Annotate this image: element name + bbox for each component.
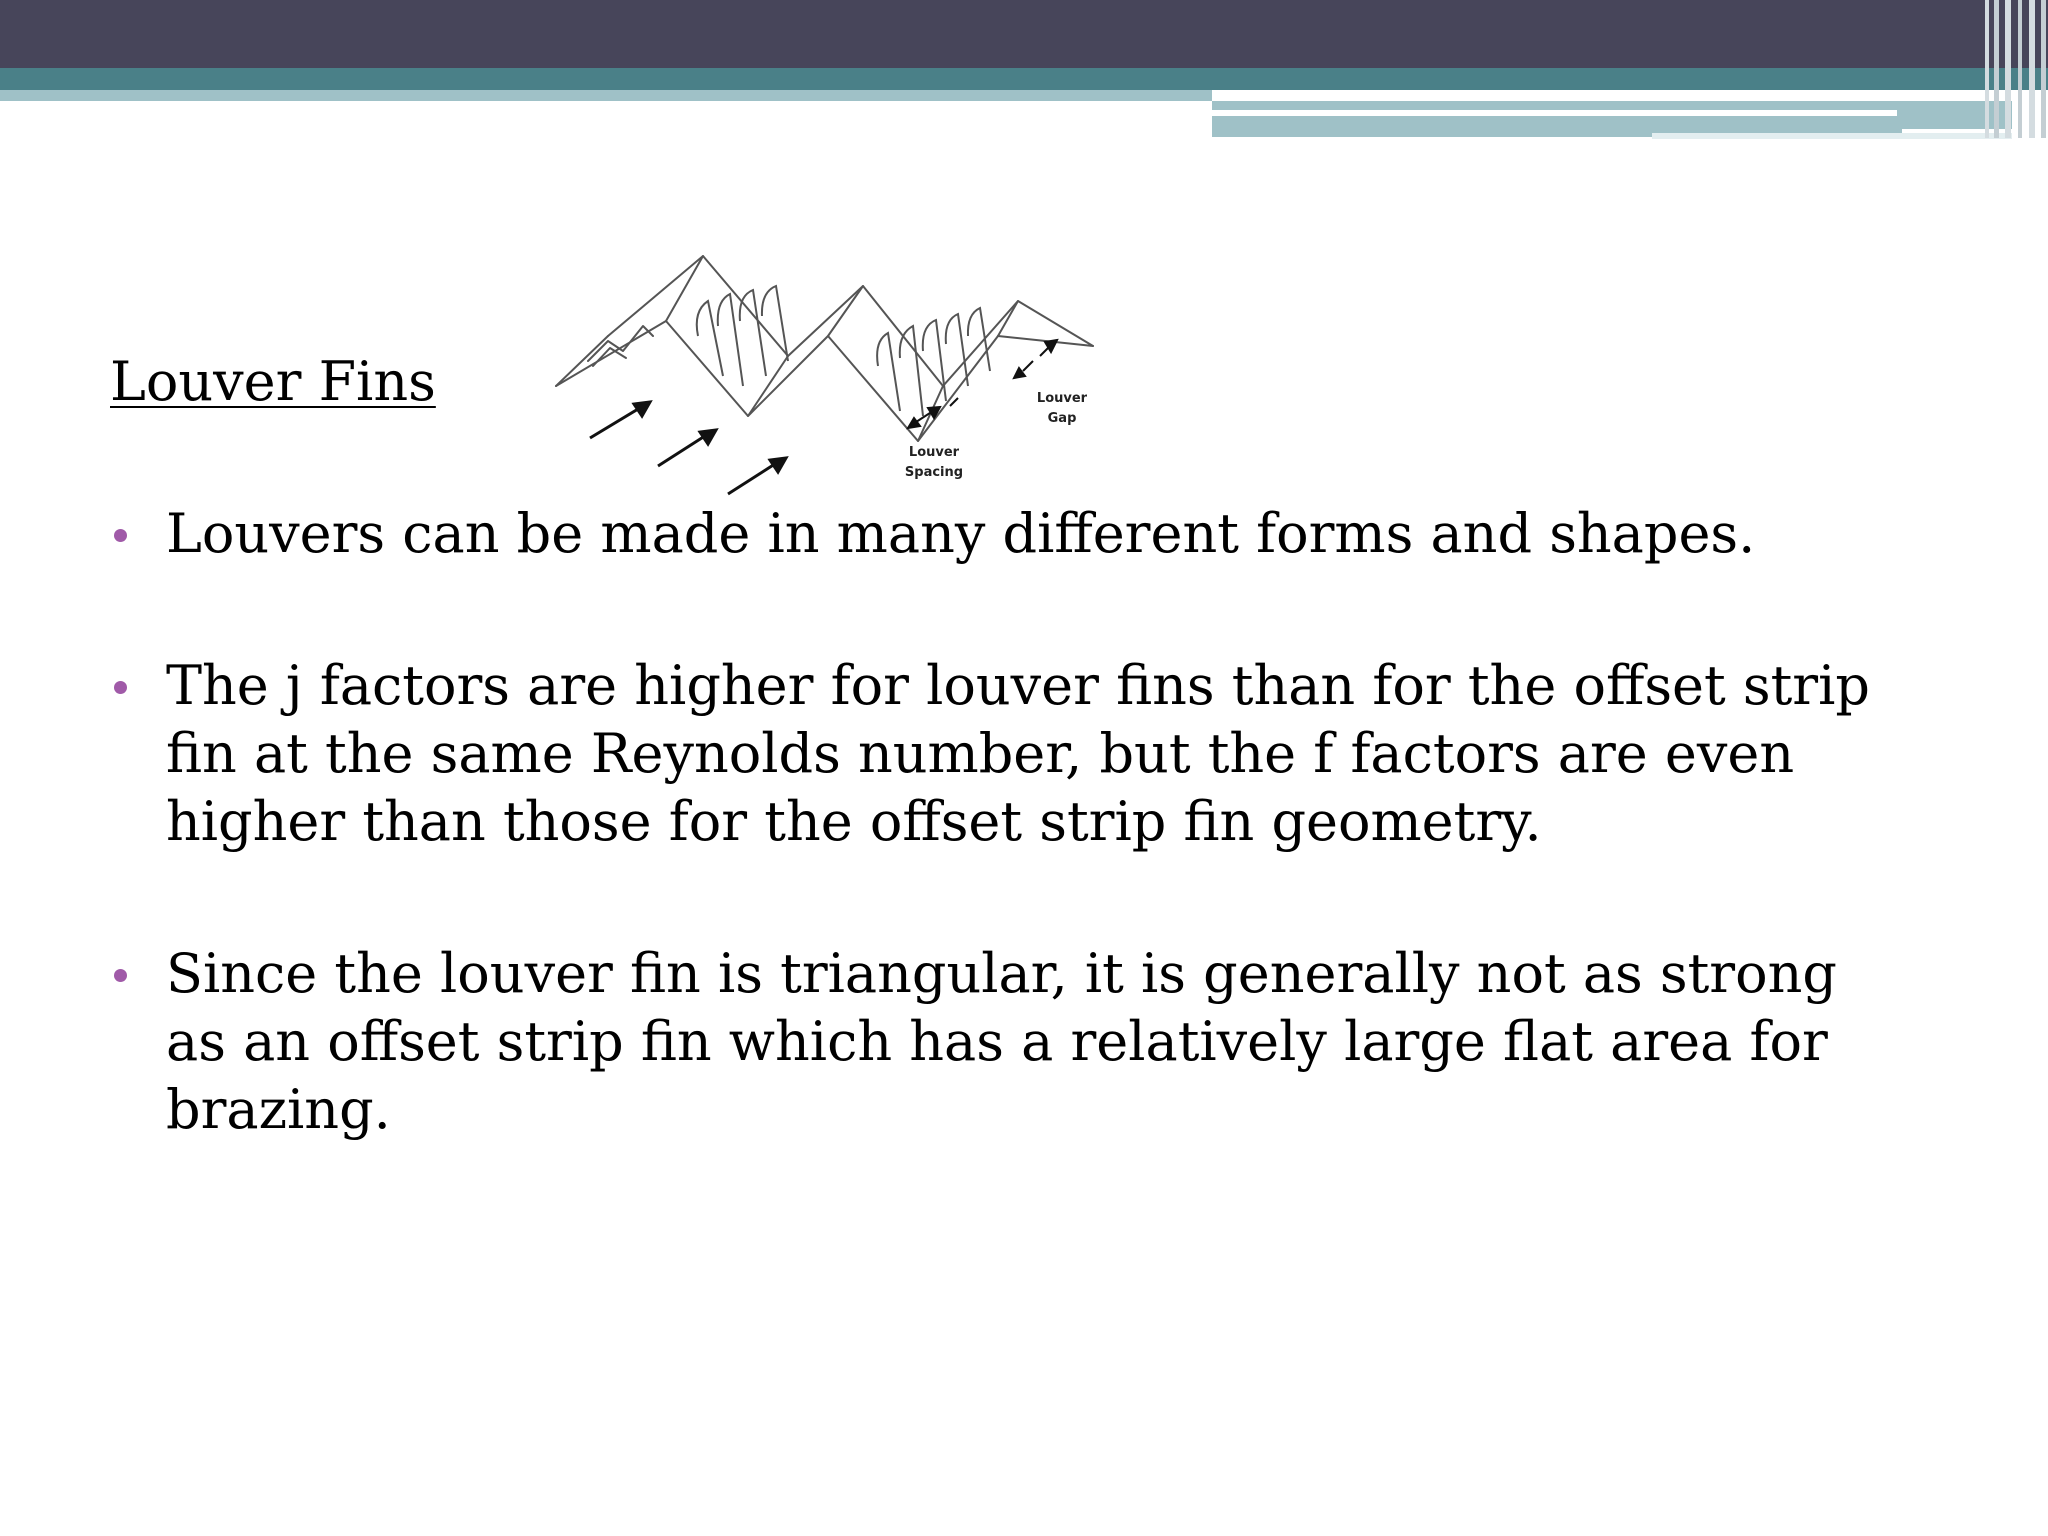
bullet-item: [110, 940, 1910, 1144]
louver-slot: [877, 333, 900, 411]
header-dark-band: [0, 0, 2048, 68]
louver-slot: [946, 314, 968, 386]
fin-outline-back: [608, 256, 1093, 386]
bullet-icon: [114, 969, 127, 982]
header-step-band: [1212, 101, 1902, 137]
label-louver-gap-1: Louver: [1036, 391, 1088, 406]
flow-arrow-head: [770, 458, 786, 472]
bullet-list: [110, 500, 1910, 1228]
louver-slot: [762, 286, 788, 361]
slide-title: Louver Fins: [110, 350, 436, 413]
header-teal-band: [0, 68, 2048, 90]
label-louver-spacing-2: Spacing: [904, 465, 964, 480]
louver-slot: [900, 326, 923, 416]
label-louver-gap-2: Gap: [1047, 411, 1077, 426]
bullet-item: [110, 652, 1910, 856]
header-step-fade: [1652, 133, 2012, 139]
flow-arrow-head: [700, 430, 716, 444]
header-light-band: [0, 90, 1212, 101]
fin-outline-front: [556, 321, 998, 441]
bullet-text: Since the louver fin is triangular, it is generally not as strong as an offset strip fin which has a relatively large flat area for brazing.: [166, 942, 1837, 1141]
label-louver-spacing-1: Louver: [908, 445, 960, 460]
bullet-item: [110, 500, 1910, 568]
bullet-icon: [114, 681, 127, 694]
bullet-text: The j factors are higher for louver fins than for the offset strip fin at the same Reynolds number, but the f factors are even higher than those for the offset strip fin geometry.: [166, 654, 1870, 853]
header-step-line: [1212, 110, 1897, 116]
bullet-text: Louvers can be made in many different forms and shapes.: [166, 502, 1756, 565]
louver-fin-diagram: [548, 226, 1108, 506]
header-vertical-bars: [1985, 0, 2048, 138]
bullet-icon: [114, 529, 127, 542]
flow-arrow-head: [634, 402, 650, 416]
